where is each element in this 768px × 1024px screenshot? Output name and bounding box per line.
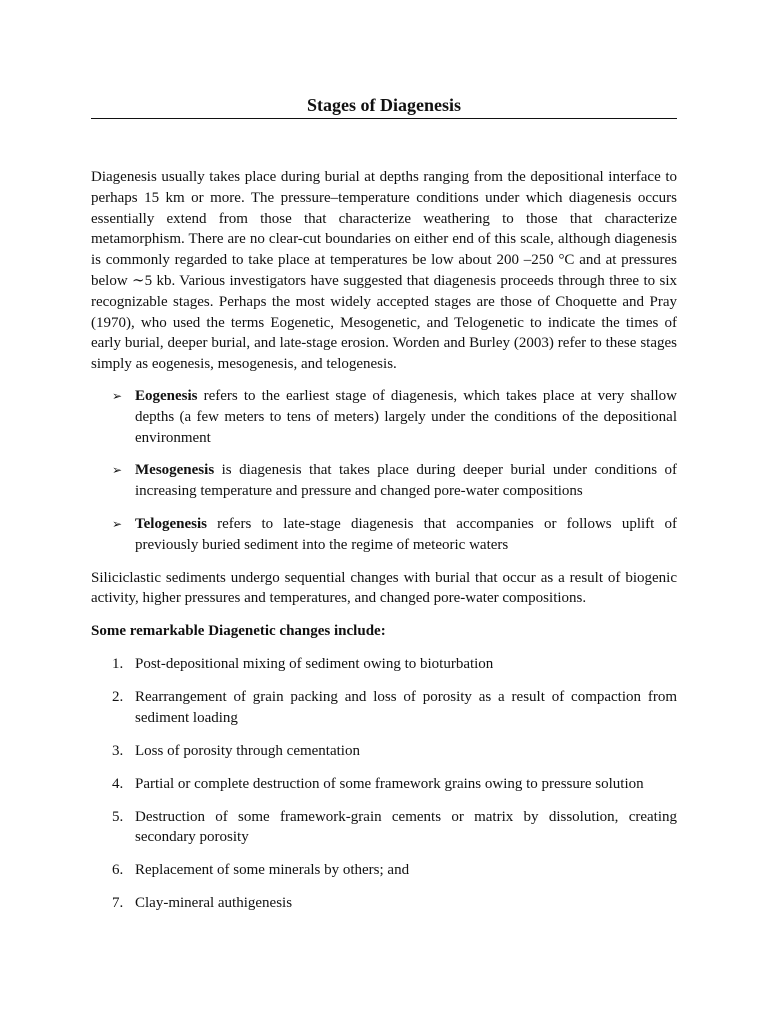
item-number: 4. bbox=[112, 775, 124, 792]
item-text: Rearrangement of grain packing and loss of porosity as a result of compaction from sediment loading bbox=[135, 688, 677, 726]
intro-paragraph: Diagenesis usually takes place during burial at depths ranging from the depositional interface to perhaps 15 km or more. The pressure–temperature conditions under which diagenesis occurs essentially extend from those that characterize weathering to those that characterize metamorphism. There are no clear-cut boundaries on either end of this scale, although diagenesis is commonly regarded to take place at temperatures be low about 200 –250 °C and at pressures below ∼5 kb. Various investigators have suggested that diagenesis proceeds through three to six recognizable stages. Perhaps the most widely accepted stages are those of Choquette and Pray (1970), who used the terms Eogenetic, Mesogenetic, and Telogenetic to indicate the times of early burial, deeper burial, and late-stage erosion. Worden and Burley (2003) refer to these stages simply as eogenesis, mesogenesis, and telogenesis. bbox=[91, 169, 677, 373]
list-item bbox=[91, 860, 677, 881]
stage-description: refers to the earliest stage of diagenesis, which takes place at very shallow depths (a few meters to tens of meters) largely under the conditions of the depositional environment bbox=[135, 387, 677, 446]
item-number: 1. bbox=[112, 655, 124, 672]
item-number: 3. bbox=[112, 742, 124, 759]
item-number: 2. bbox=[112, 688, 124, 705]
arrow-bullet-icon: ➢ bbox=[112, 516, 123, 531]
item-text: Loss of porosity through cementation bbox=[135, 742, 360, 759]
item-number: 7. bbox=[112, 895, 124, 912]
page-title: Stages of Diagenesis bbox=[307, 95, 461, 115]
stage-term: Eogenesis bbox=[135, 387, 198, 404]
siliciclastic-paragraph: Siliciclastic sediments undergo sequential changes with burial that occur as a result of biogenic activity, higher pressures and temperatures, and changed pore-water compositions. bbox=[91, 569, 677, 607]
list-item bbox=[91, 687, 677, 729]
list-item bbox=[91, 460, 677, 502]
stage-term: Telogenesis bbox=[135, 515, 207, 532]
item-number: 5. bbox=[112, 808, 124, 825]
list-item bbox=[91, 774, 677, 795]
item-text: Post-depositional mixing of sediment owing to bioturbation bbox=[135, 655, 494, 672]
item-text: Replacement of some minerals by others; and bbox=[135, 862, 410, 879]
item-text: Destruction of some framework-grain cements or matrix by dissolution, creating secondary porosity bbox=[135, 808, 677, 846]
list-item bbox=[91, 893, 677, 914]
item-text: Partial or complete destruction of some framework grains owing to pressure solution bbox=[135, 775, 644, 792]
stage-description: refers to late-stage diagenesis that accompanies or follows uplift of previously buried sediment into the regime of meteoric waters bbox=[135, 515, 677, 553]
changes-list bbox=[91, 654, 677, 914]
arrow-bullet-icon: ➢ bbox=[112, 388, 123, 403]
stages-list bbox=[91, 386, 677, 556]
stage-term: Mesogenesis bbox=[135, 462, 215, 479]
item-number: 6. bbox=[112, 862, 124, 879]
list-item bbox=[91, 386, 677, 448]
document-page bbox=[91, 93, 677, 926]
item-text: Clay-mineral authigenesis bbox=[135, 895, 293, 912]
title-underline bbox=[91, 118, 677, 119]
arrow-bullet-icon: ➢ bbox=[112, 463, 123, 478]
list-item bbox=[91, 514, 677, 556]
stage-description: is diagenesis that takes place during deeper burial under conditions of increasing temperature and pressure and changed pore-water compositions bbox=[135, 462, 677, 500]
list-item bbox=[91, 807, 677, 849]
list-item bbox=[91, 654, 677, 675]
changes-heading: Some remarkable Diagenetic changes include: bbox=[91, 623, 386, 640]
list-item bbox=[91, 741, 677, 762]
